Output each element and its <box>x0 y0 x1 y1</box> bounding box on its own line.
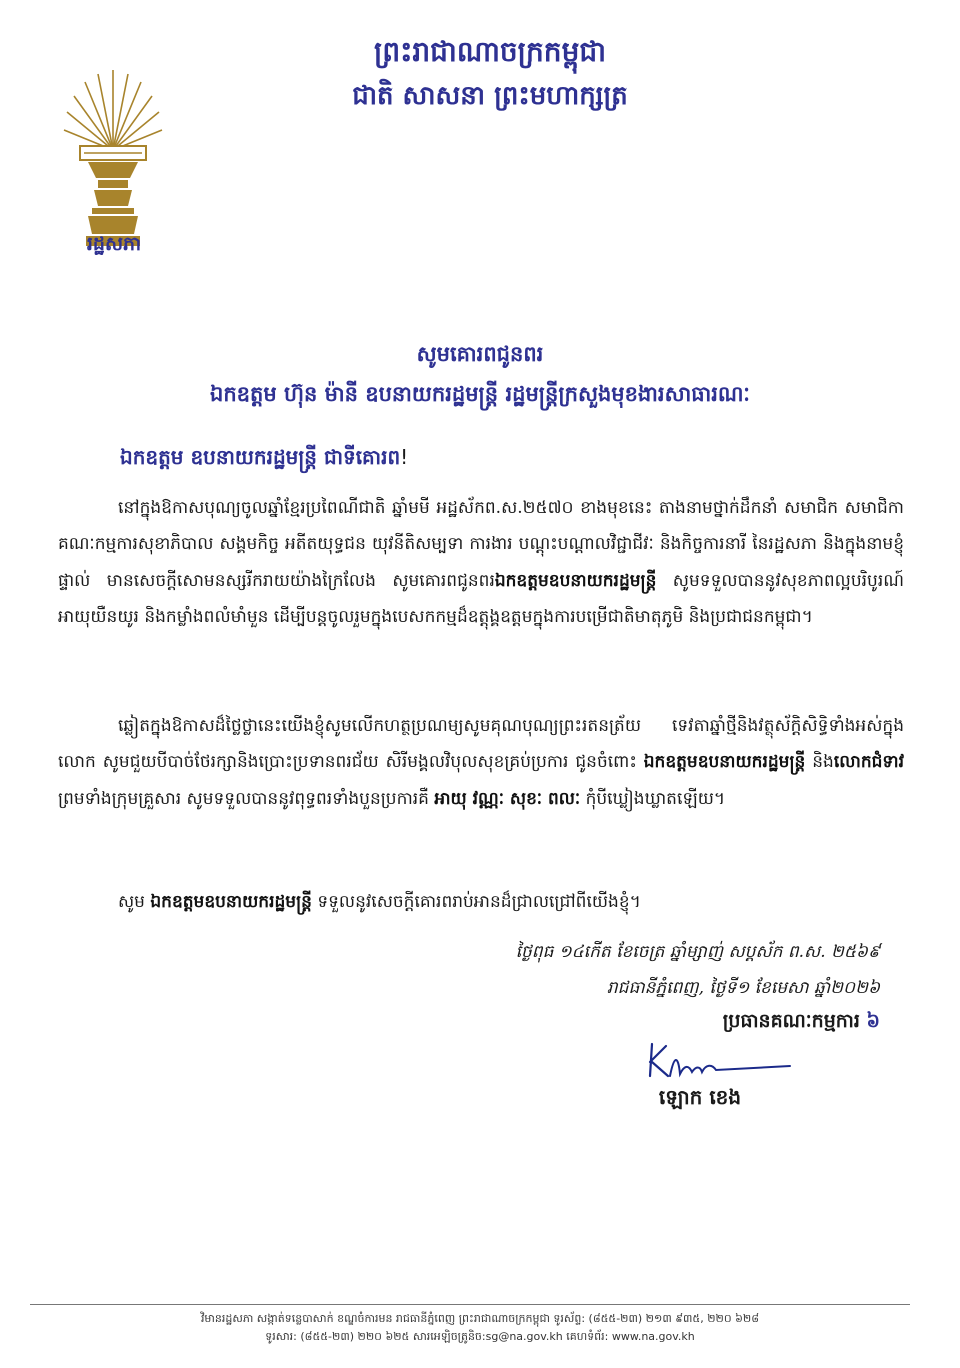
salutation <box>120 440 840 474</box>
greeting-line: សូមគោរពជូនពរ <box>416 342 544 366</box>
body-paragraph-1 <box>58 490 904 636</box>
signer-title-text: ប្រធានគណៈកម្មការ <box>722 1010 860 1032</box>
footer <box>120 1310 840 1346</box>
salutation-text: ឯកឧត្តម ឧបនាយករដ្ឋមន្ត្រី ជាទីគោរព <box>120 445 401 469</box>
footer-address: វិមានរដ្ឋសភា សង្កាត់ទន្លេបាសាក់ ខណ្ឌចំការមន រាជធានីភ្នំពេញ ព្រះរាជាណាចក្រកម្ពុជា ទូរស័ព្ទ: (៨៥៥-២៣) ២១៣ ៩៣៥, ២២០ ៦២៨ <box>200 1312 760 1325</box>
lunar-date: ថ្ងៃពុធ ១៤កើត ខែចេត្រ ឆ្នាំម្សាញ់ សប្តស័ក ព.ស. ២៥៦៩ <box>515 942 880 962</box>
handwritten-signature <box>640 1036 800 1086</box>
p1-text-b: សូមទទួលបាននូវសុខភាពល្អបរិបូរណ៍អាយុយឺនយូរ និងកម្លាំងពលំមាំមួន ដើម្បីបន្តចូលរួមក្នុងបេសកកម្មដ៏ឧត្តុង្គឧត្តមក្នុងការបម្រើជាតិមាតុភូមិ និងប្រជាជនកម្ពុជា។ <box>58 570 904 628</box>
p2-text-b: ព្រមទាំងក្រុមគ្រួសារ សូមទទួលបាននូវពុទ្ធពរទាំងបួនប្រការគឺ <box>58 788 435 809</box>
recipient-name: ឯកឧត្តម ហ៊ុន ម៉ានី ឧបនាយករដ្ឋមន្ត្រី រដ្ឋមន្ត្រីក្រសួងមុខងារសាធារណៈ <box>210 382 750 406</box>
body-paragraph-2 <box>58 708 904 817</box>
signer-name: ឡោក ខេង <box>658 1085 742 1109</box>
national-motto: ជាតិ សាសនា ព្រះមហាក្សត្រ <box>352 81 628 111</box>
signer-title <box>560 1004 880 1038</box>
date-block <box>440 934 880 1006</box>
p3-text-a: សូម <box>118 892 151 912</box>
footer-contact: ទូរសារ: (៨៥៥-២៣) ២២០ ៦២៥ សារអេឡិចត្រូនិច:sg@na.gov.kh គេហទំព័រ: www.na.gov.kh <box>265 1330 695 1343</box>
p1-text-a: នៅក្នុងឱកាសបុណ្យចូលឆ្នាំខ្មែរប្រពៃណីជាតិ ឆ្នាំមមី អដ្ឋស័កព.ស.២៥៧០ ខាងមុខនេះ តាងនាមថ្នាក់ដឹកនាំ សមាជិក សមាជិកាគណៈកម្មការសុខាភិបាល សង្គមកិច្ច អតីតយុទ្ធជន យុវនីតិសម្បទា ការងារ បណ្តុះបណ្តាលវិជ្ជាជីវៈ និងកិច្ចការនារី នៃរដ្ឋសភា និងក្នុងនាមខ្ញុំផ្ទាល់ មានសេចក្តីសោមនស្សរីករាយយ៉ាងក្រៃលែង សូមគោរពជូនពរ <box>58 498 904 591</box>
p2-bold-2: លោកជំទាវ <box>833 752 904 773</box>
recipient-block <box>60 334 900 414</box>
footer-divider <box>30 1304 910 1305</box>
kingdom-title: ព្រះរាជាណាចក្រកម្ពុជា <box>373 35 606 68</box>
institution-name: រដ្ឋសភា <box>86 233 142 255</box>
p2-text-a: ឆ្លៀតក្នុងឱកាសដ៏ថ្លៃថ្លានេះយើងខ្ញុំសូមលើកហត្ថប្រណម្យសូមគុណបុណ្យព្រះរតនត្រ័យ ទេវតាឆ្នាំថ្មីនិងវត្ថុស័ក្តិសិទ្ធិទាំងអស់ក្នុងលោក សូមជួយបីបាច់ថែរក្សានិងប្រោះប្រទានពរជ័យ សិរីមង្គលវិបុលសុខគ្រប់ប្រការ ជូនចំពោះ <box>58 716 904 773</box>
p3-bold: ឯកឧត្តមឧបនាយករដ្ឋមន្ត្រី <box>150 892 312 912</box>
p1-bold: ឯកឧត្តមឧបនាយករដ្ឋមន្ត្រី <box>494 570 657 591</box>
p2-text-mid: និង <box>805 752 834 773</box>
p2-text-c: កុំបីឃ្លៀងឃ្លាតឡើយ។ <box>580 788 726 809</box>
solar-date: រាជធានីភ្នំពេញ, ថ្ងៃទី១ ខែមេសា ឆ្នាំ២០២៦ <box>606 978 880 998</box>
p2-bold-3: អាយុ វណ្ណៈ សុខៈ ពលៈ <box>434 788 581 809</box>
body-paragraph-3 <box>58 884 904 920</box>
p2-bold-1: ឯកឧត្តមឧបនាយករដ្ឋមន្ត្រី <box>643 752 806 773</box>
kingdom-header <box>290 30 690 118</box>
p3-text-b: ទទួលនូវសេចក្តីគោរពរាប់អានដ៏ជ្រាលជ្រៅពីយើងខ្ញុំ។ <box>311 892 641 912</box>
commission-number: ៦ <box>866 1010 880 1032</box>
salutation-punct: ! <box>400 445 409 469</box>
